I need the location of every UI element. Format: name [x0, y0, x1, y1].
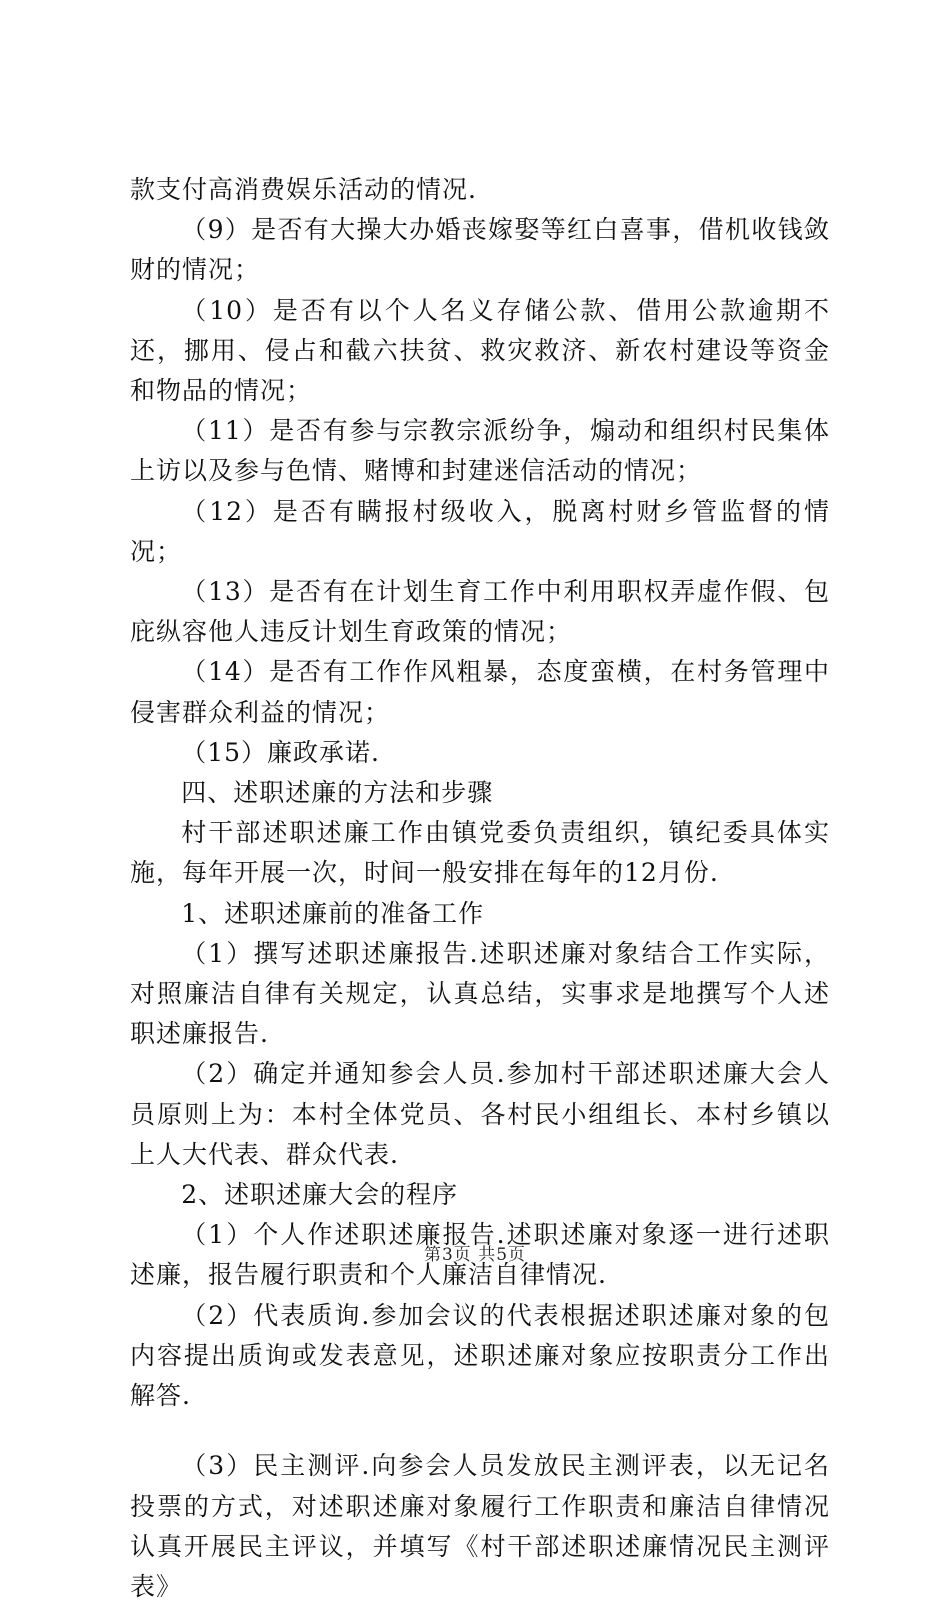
paragraph-prep-1: （1）撰写述职述廉报告.述职述廉对象结合工作实际，对照廉洁自律有关规定，认真总结，实事求是地撰写个人述职述廉报告.	[130, 938, 830, 1049]
paragraph-procedure-3: （3）民主测评.向参会人员发放民主测评表，以无记名投票的方式，对述职述廉对象履行工作职责和廉洁自律情况认真开展民主评议，并填写《村干部述职述廉情况民主测评表》	[130, 1451, 830, 1601]
paragraph-item-11: （11）是否有参与宗教宗派纷争，煽动和组织村民集体上访以及参与色情、赌博和封建迷信活动的情况；	[130, 416, 830, 486]
paragraph-procedure-1: （1）个人作述职述廉报告.述职述廉对象逐一进行述职述廉，报告履行职责和个人廉洁自律情况.	[130, 1220, 830, 1290]
paragraph-item-12: （12）是否有瞒报村级收入，脱离村财乡管监督的情况；	[130, 496, 830, 566]
subheading-meeting-procedure: 2、述职述廉大会的程序	[181, 1180, 459, 1210]
page-number-footer: 第3页 共5页	[423, 1245, 527, 1265]
paragraph-continuation: 款支付高消费娱乐活动的情况.	[130, 175, 477, 204]
paragraph-prep-2: （2）确定并通知参会人员.参加村干部述职述廉大会人员原则上为：本村全体党员、各村民小组组长、本村乡镇以上人大代表、群众代表.	[130, 1059, 830, 1169]
paragraph-item-14: （14）是否有工作作风粗暴，态度蛮横，在村务管理中侵害群众利益的情况；	[130, 657, 830, 727]
paragraph-item-15: （15）廉政承诺.	[181, 737, 381, 767]
paragraph-section-intro: 村干部述职述廉工作由镇党委负责组织，镇纪委具体实施，每年开展一次，时间一般安排在每年的12月份.	[130, 818, 830, 888]
subheading-preparation: 1、述职述廉前的准备工作	[181, 898, 485, 928]
paragraph-item-13: （13）是否有在计划生育工作中利用职权弄虚作假、包庇纵容他人违反计划生育政策的情况；	[130, 577, 830, 647]
paragraph-item-10: （10）是否有以个人名义存储公款、借用公款逾期不还，挪用、侵占和截六扶贫、救灾救济、新农村建设等资金和物品的情况；	[130, 295, 830, 406]
paragraph-procedure-2: （2）代表质询.参加会议的代表根据述职述廉对象的包内容提出质询或发表意见，述职述廉对象应按职责分工作出解答.	[130, 1300, 830, 1411]
document-body	[130, 170, 830, 1607]
paragraph-item-9: （9）是否有大操大办婚丧嫁娶等红白喜事，借机收钱敛财的情况；	[130, 215, 830, 285]
section-heading-4: 四、述职述廉的方法和步骤	[181, 778, 494, 808]
